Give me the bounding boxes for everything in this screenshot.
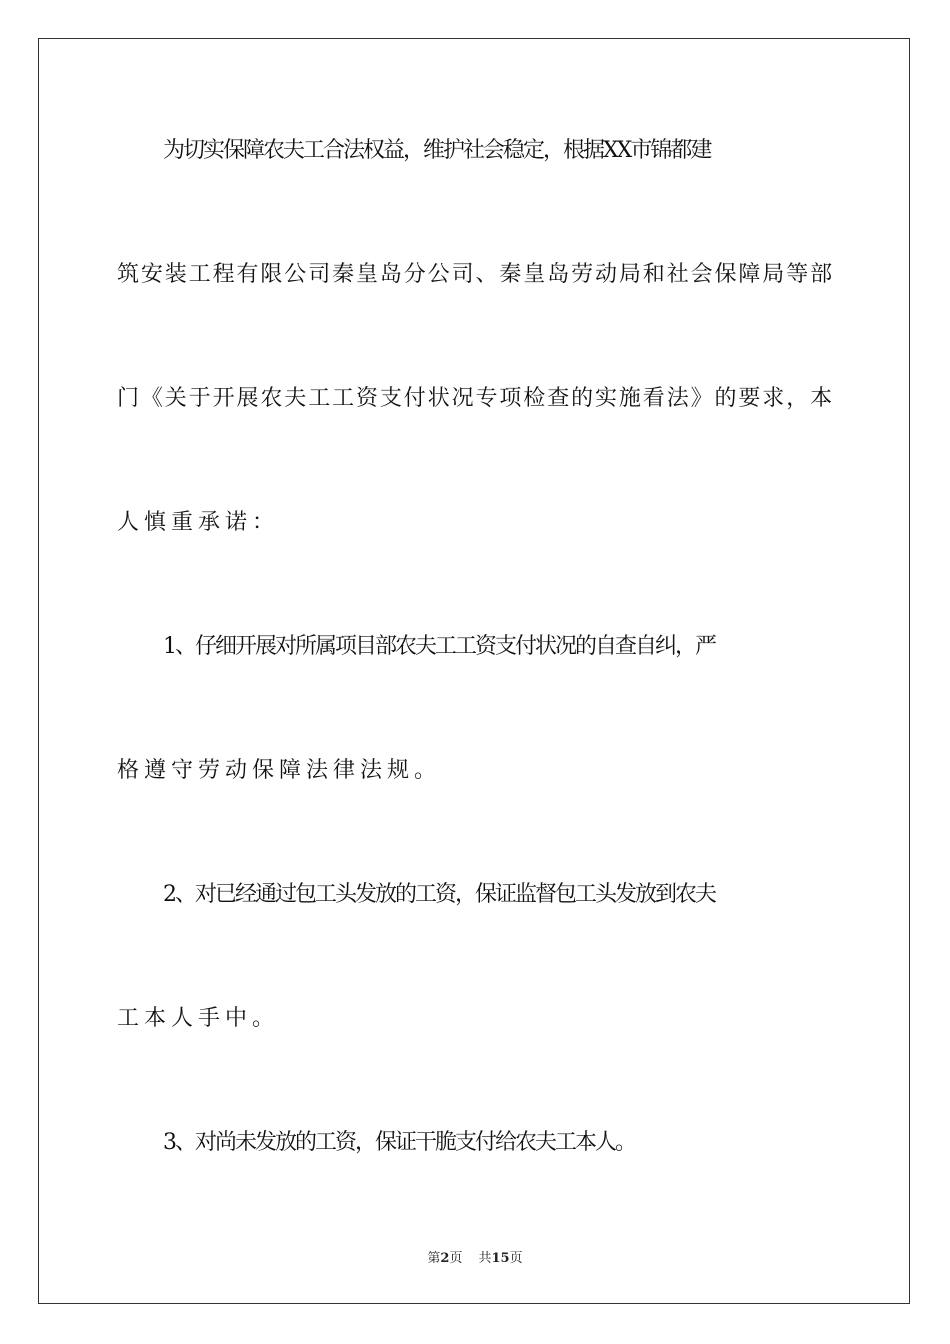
total-suffix: 页 <box>509 1251 523 1266</box>
page-border <box>38 38 910 1304</box>
paragraph-intro-line-3: 门《关于开展农夫工工资支付状况专项检查的实施看法》的要求，本 <box>117 386 835 411</box>
page-prefix: 第 <box>427 1251 441 1266</box>
page-number: 2 <box>440 1251 450 1266</box>
item-2-line-2: 工本人手中。 <box>117 1006 280 1031</box>
page-footer <box>0 1247 950 1266</box>
item-1-line-2: 格遵守劳动保障法律法规。 <box>117 758 442 783</box>
total-prefix: 共 <box>478 1251 492 1266</box>
paragraph-intro-line-2: 筑安装工程有限公司秦皇岛分公司、秦皇岛劳动局和社会保障局等部 <box>117 262 835 287</box>
item-2-line-1: 2、对已经通过包工头发放的工资，保证监督包工头发放到农夫 <box>163 882 715 907</box>
item-3-line-1: 3、对尚未发放的工资，保证干脆支付给农夫工本人。 <box>163 1130 635 1155</box>
page-suffix: 页 <box>449 1251 463 1266</box>
total-pages: 15 <box>491 1251 510 1266</box>
paragraph-intro-line-4: 人慎重承诺： <box>117 510 280 535</box>
paragraph-intro-line-1: 为切实保障农夫工合法权益，维护社会稳定，根据XX市锦都建 <box>163 138 711 163</box>
item-1-line-1: 1、仔细开展对所属项目部农夫工工资支付状况的自查自纠，严 <box>163 634 715 659</box>
